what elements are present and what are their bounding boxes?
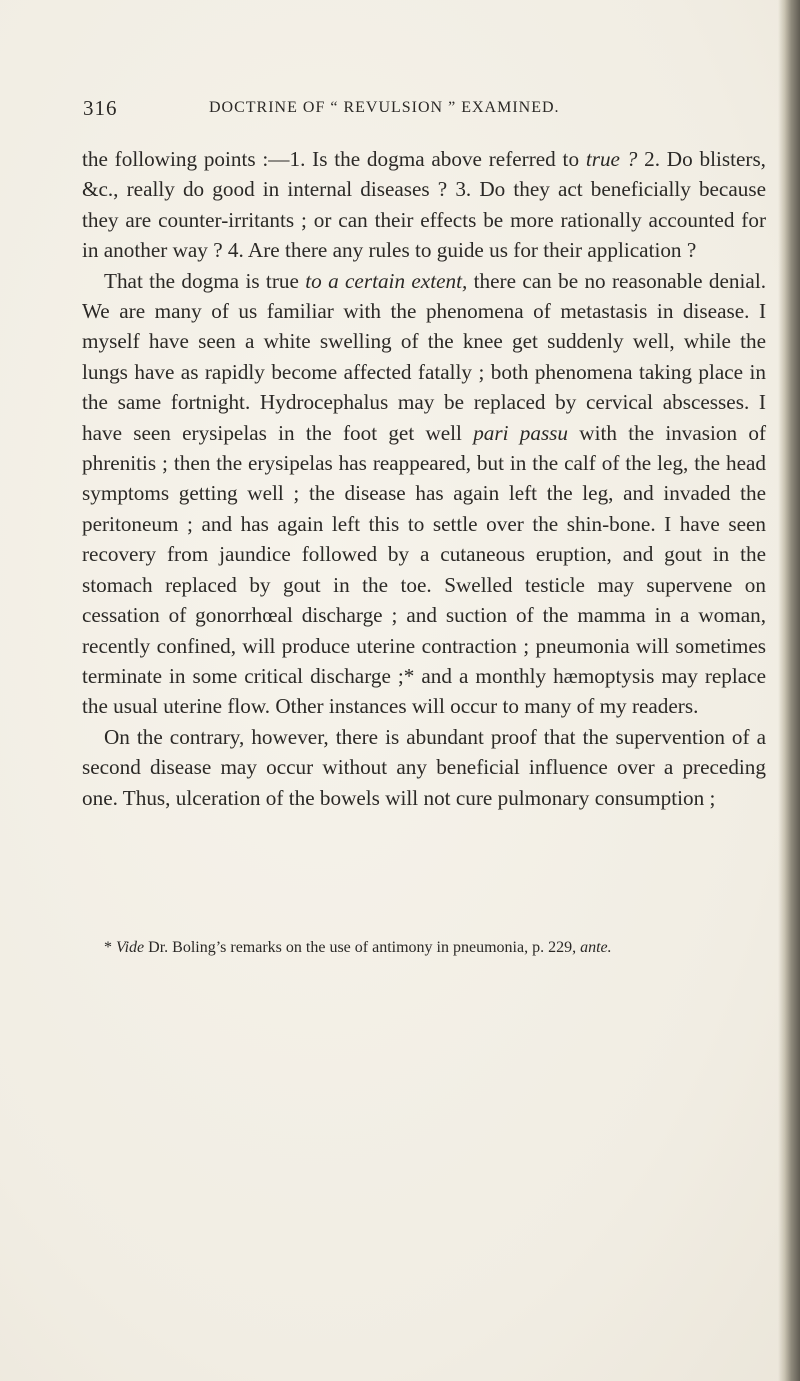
page-number: 316 bbox=[83, 96, 118, 120]
footnote-marker: * bbox=[104, 939, 116, 956]
paragraph bbox=[82, 144, 766, 266]
text-run: That the dogma is true bbox=[104, 268, 306, 293]
text-run: Dr. Boling’s remarks on the use of antimony in pneumonia, p. 229, bbox=[144, 939, 581, 956]
paragraph bbox=[82, 266, 766, 722]
paragraph bbox=[82, 722, 766, 813]
italic-run: pari passu bbox=[473, 420, 569, 445]
binding-edge bbox=[778, 0, 800, 1381]
italic-run: Vide bbox=[116, 939, 145, 956]
body-text bbox=[82, 144, 766, 813]
text-run: there can be no reasonable denial. We are many of us familiar with the phenomena of metastasis in disease. I myself have seen a white swelling of the knee get suddenly well, while the lungs have as rapidly become affected fatally ; both phenomena taking place in the same fortnight. Hydrocephalus may be replaced by cervical abscesses. I have seen erysipelas in the foot get well bbox=[82, 268, 766, 445]
text-run: the following points :—1. Is the dogma above referred to bbox=[82, 147, 586, 171]
page-header bbox=[83, 96, 763, 126]
italic-run: ante. bbox=[580, 939, 612, 956]
text-run: On the contrary, however, there is abundant proof that the supervention of a second disease may occur without any beneficial influence over a preceding one. Thus, ulceration of the bowels will not cure pulmonary consumption ; bbox=[82, 724, 766, 810]
footnote-text bbox=[82, 935, 766, 960]
text-run: 2. Do blisters, &c., really do good in internal diseases ? 3. Do they act beneficially because they are counter-irritants ; or can their effects be more rationally accounted for in another way ? 4. Are there any rules to guide us for their application ? bbox=[82, 147, 766, 263]
italic-run: to a certain extent, bbox=[305, 268, 468, 293]
running-title: DOCTRINE OF “ REVULSION ” EXAMINED. bbox=[209, 99, 560, 116]
italic-run: true ? bbox=[585, 147, 638, 171]
text-run: with the invasion of phrenitis ; then the erysipelas has reappeared, but in the calf of the leg, the head symptoms getting well ; the disease has again left the leg, and invaded the peritoneum ; and has again left this to settle over the shin-bone. I have seen recovery from jaundice followed by a cutaneous eruption, and gout in the stomach replaced by gout in the toe. Swelled testicle may supervene on cessation of gonorrhœal discharge ; and suction of the mamma in a woman, recently confined, will produce uterine contraction ; pneumonia will sometimes terminate in some critical discharge ;* and a monthly hæmoptysis may replace the usual uterine flow. Other instances will occur to many of my readers. bbox=[82, 420, 767, 719]
footnote bbox=[82, 935, 766, 960]
